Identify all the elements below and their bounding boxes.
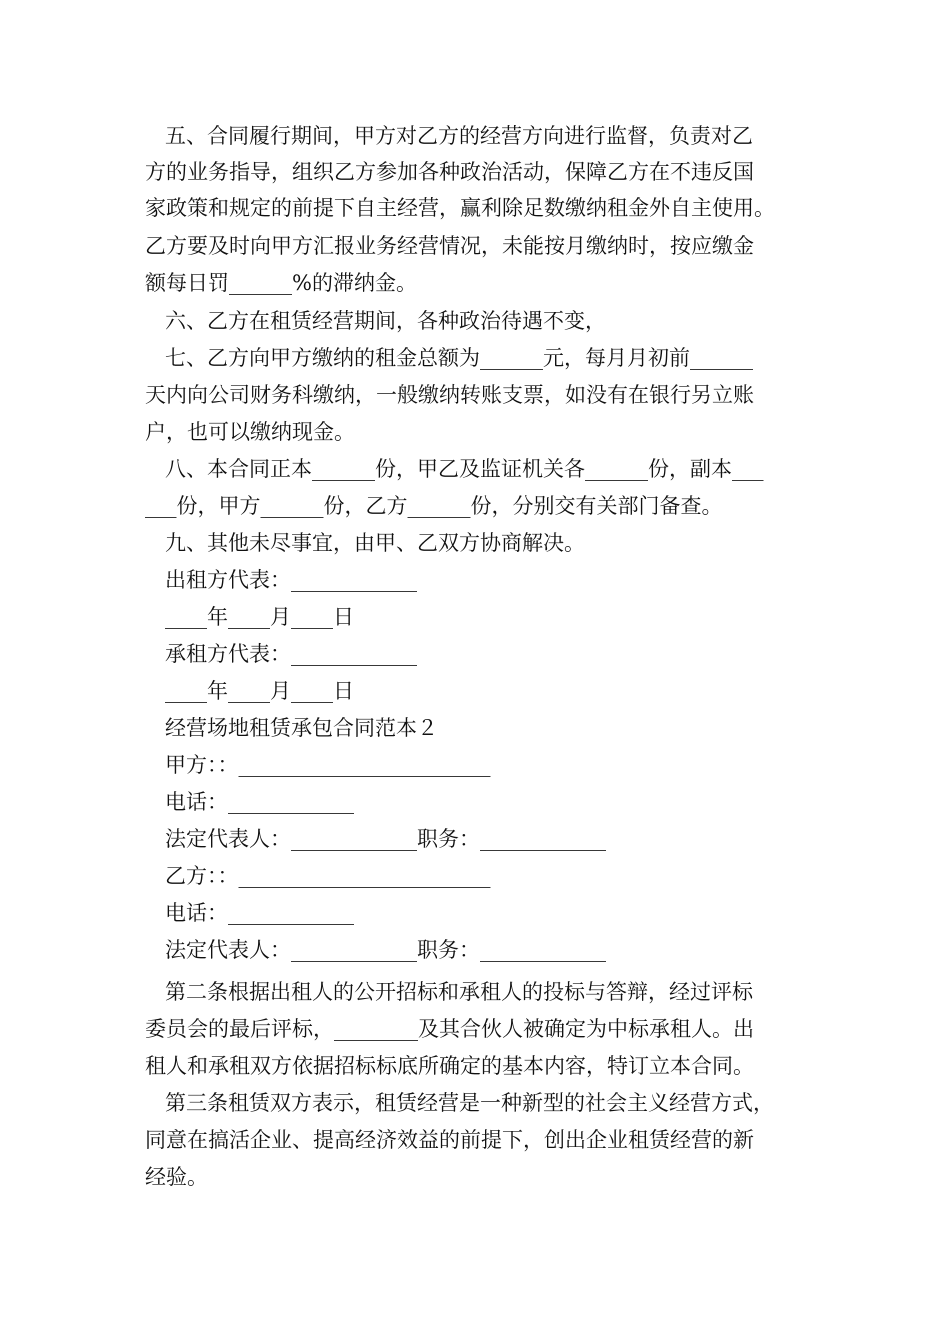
template-2-title: 经营场地租赁承包合同范本２ (165, 716, 438, 740)
clause-5-line-2: 方的业务指导，组织乙方参加各种政治活动，保障乙方在不违反国 (145, 160, 754, 184)
clause-8-line-1: 八、本合同正本______份，甲乙及监证机关各______份，副本___ (165, 457, 764, 481)
lessee-date: ____年____月____日 (165, 679, 354, 703)
clause-7-line-2: 天内向公司财务科缴纳，一般缴纳转账支票，如没有在银行另立账 (145, 383, 754, 407)
clause-5-line-5: 额每日罚______%的滞纳金。 (145, 271, 417, 295)
party-a-legal-rep: 法定代表人：____________职务：____________ (165, 827, 606, 851)
article-2-line-3: 租人和承租双方依据招标标底所确定的基本内容，特订立本合同。 (145, 1054, 754, 1078)
clause-9-line: 九、其他未尽事宜，由甲、乙双方协商解决。 (165, 531, 585, 555)
clause-5-line-4: 乙方要及时向甲方汇报业务经营情况，未能按月缴纳时，按应缴金 (145, 234, 754, 258)
party-a-phone: 电话：____________ (165, 790, 354, 814)
clause-8-line-2: ___份，甲方______份，乙方______份，分别交有关部门备查。 (145, 494, 723, 518)
lessor-representative: 出租方代表：____________ (165, 568, 417, 592)
article-3-line-3: 经验。 (145, 1165, 208, 1189)
party-b-legal-rep: 法定代表人：____________职务：____________ (165, 938, 606, 962)
clause-7-line-3: 户，也可以缴纳现金。 (145, 420, 355, 444)
clause-5-line-3: 家政策和规定的前提下自主经营，赢利除足数缴纳租金外自主使用。 (145, 196, 775, 220)
article-3-line-2: 同意在搞活企业、提高经济效益的前提下，创出企业租赁经营的新 (145, 1128, 754, 1152)
party-b-phone: 电话：____________ (165, 901, 354, 925)
article-3-line-1: 第三条租赁双方表示，租赁经营是一种新型的社会主义经营方式， (165, 1091, 774, 1115)
article-2-line-1: 第二条根据出租人的公开招标和承租人的投标与答辩，经过评标 (165, 980, 753, 1004)
lessee-representative: 承租方代表：____________ (165, 642, 417, 666)
article-2-line-2: 委员会的最后评标，________及其合伙人被确定为中标承租人。出 (145, 1017, 754, 1041)
clause-6-line: 六、乙方在租赁经营期间，各种政治待遇不变， (165, 309, 606, 333)
clause-7-line-1: 七、乙方向甲方缴纳的租金总额为______元，每月月初前______ (165, 346, 753, 370)
party-a-field: 甲方：：________________________ (165, 753, 491, 777)
clause-5-line-1: 五、合同履行期间，甲方对乙方的经营方向进行监督，负责对乙 (165, 124, 753, 148)
party-b-field: 乙方：：________________________ (165, 864, 491, 888)
lessor-date: ____年____月____日 (165, 605, 354, 629)
